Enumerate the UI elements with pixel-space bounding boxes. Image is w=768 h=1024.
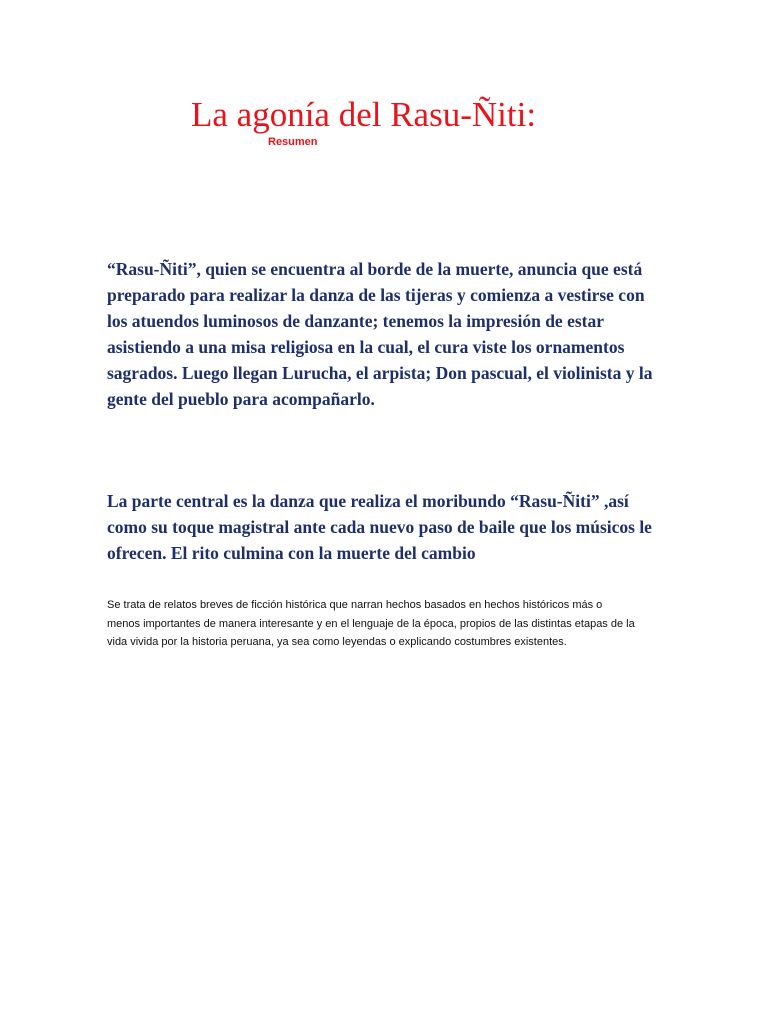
document-subtitle: Resumen [268, 136, 318, 148]
paragraph-summary-intro: “Rasu-Ñiti”, quien se encuentra al borde de la muerte, anuncia que está preparado para realizar la danza de las tijeras y comienza a vestirse con los atuendos luminosos de danzante; tenemos la impresión de estar asistiendo a una misa religiosa en la cual, el cura viste los ornamentos sagrados. Luego llegan Lurucha, el arpista; Don pascual, el violinista y la gente del pueblo para acompañarlo. [107, 259, 653, 409]
document-title: La agonía del Rasu-Ñiti: [191, 95, 537, 134]
paragraph-summary-central: La parte central es la danza que realiza el moribundo “Rasu-Ñiti” ,así como su toque magistral ante cada nuevo paso de baile que los músicos le ofrecen. El rito culmina con la muerte del cambio [107, 491, 652, 563]
paragraph-note: Se trata de relatos breves de ficción histórica que narran hechos basados en hechos históricos más o menos importantes de manera interesante y en el lenguaje de la época, propios de las distintas etapas de la vida vivida por la historia peruana, ya sea como leyendas o explicando costumbres existentes. [107, 599, 635, 649]
